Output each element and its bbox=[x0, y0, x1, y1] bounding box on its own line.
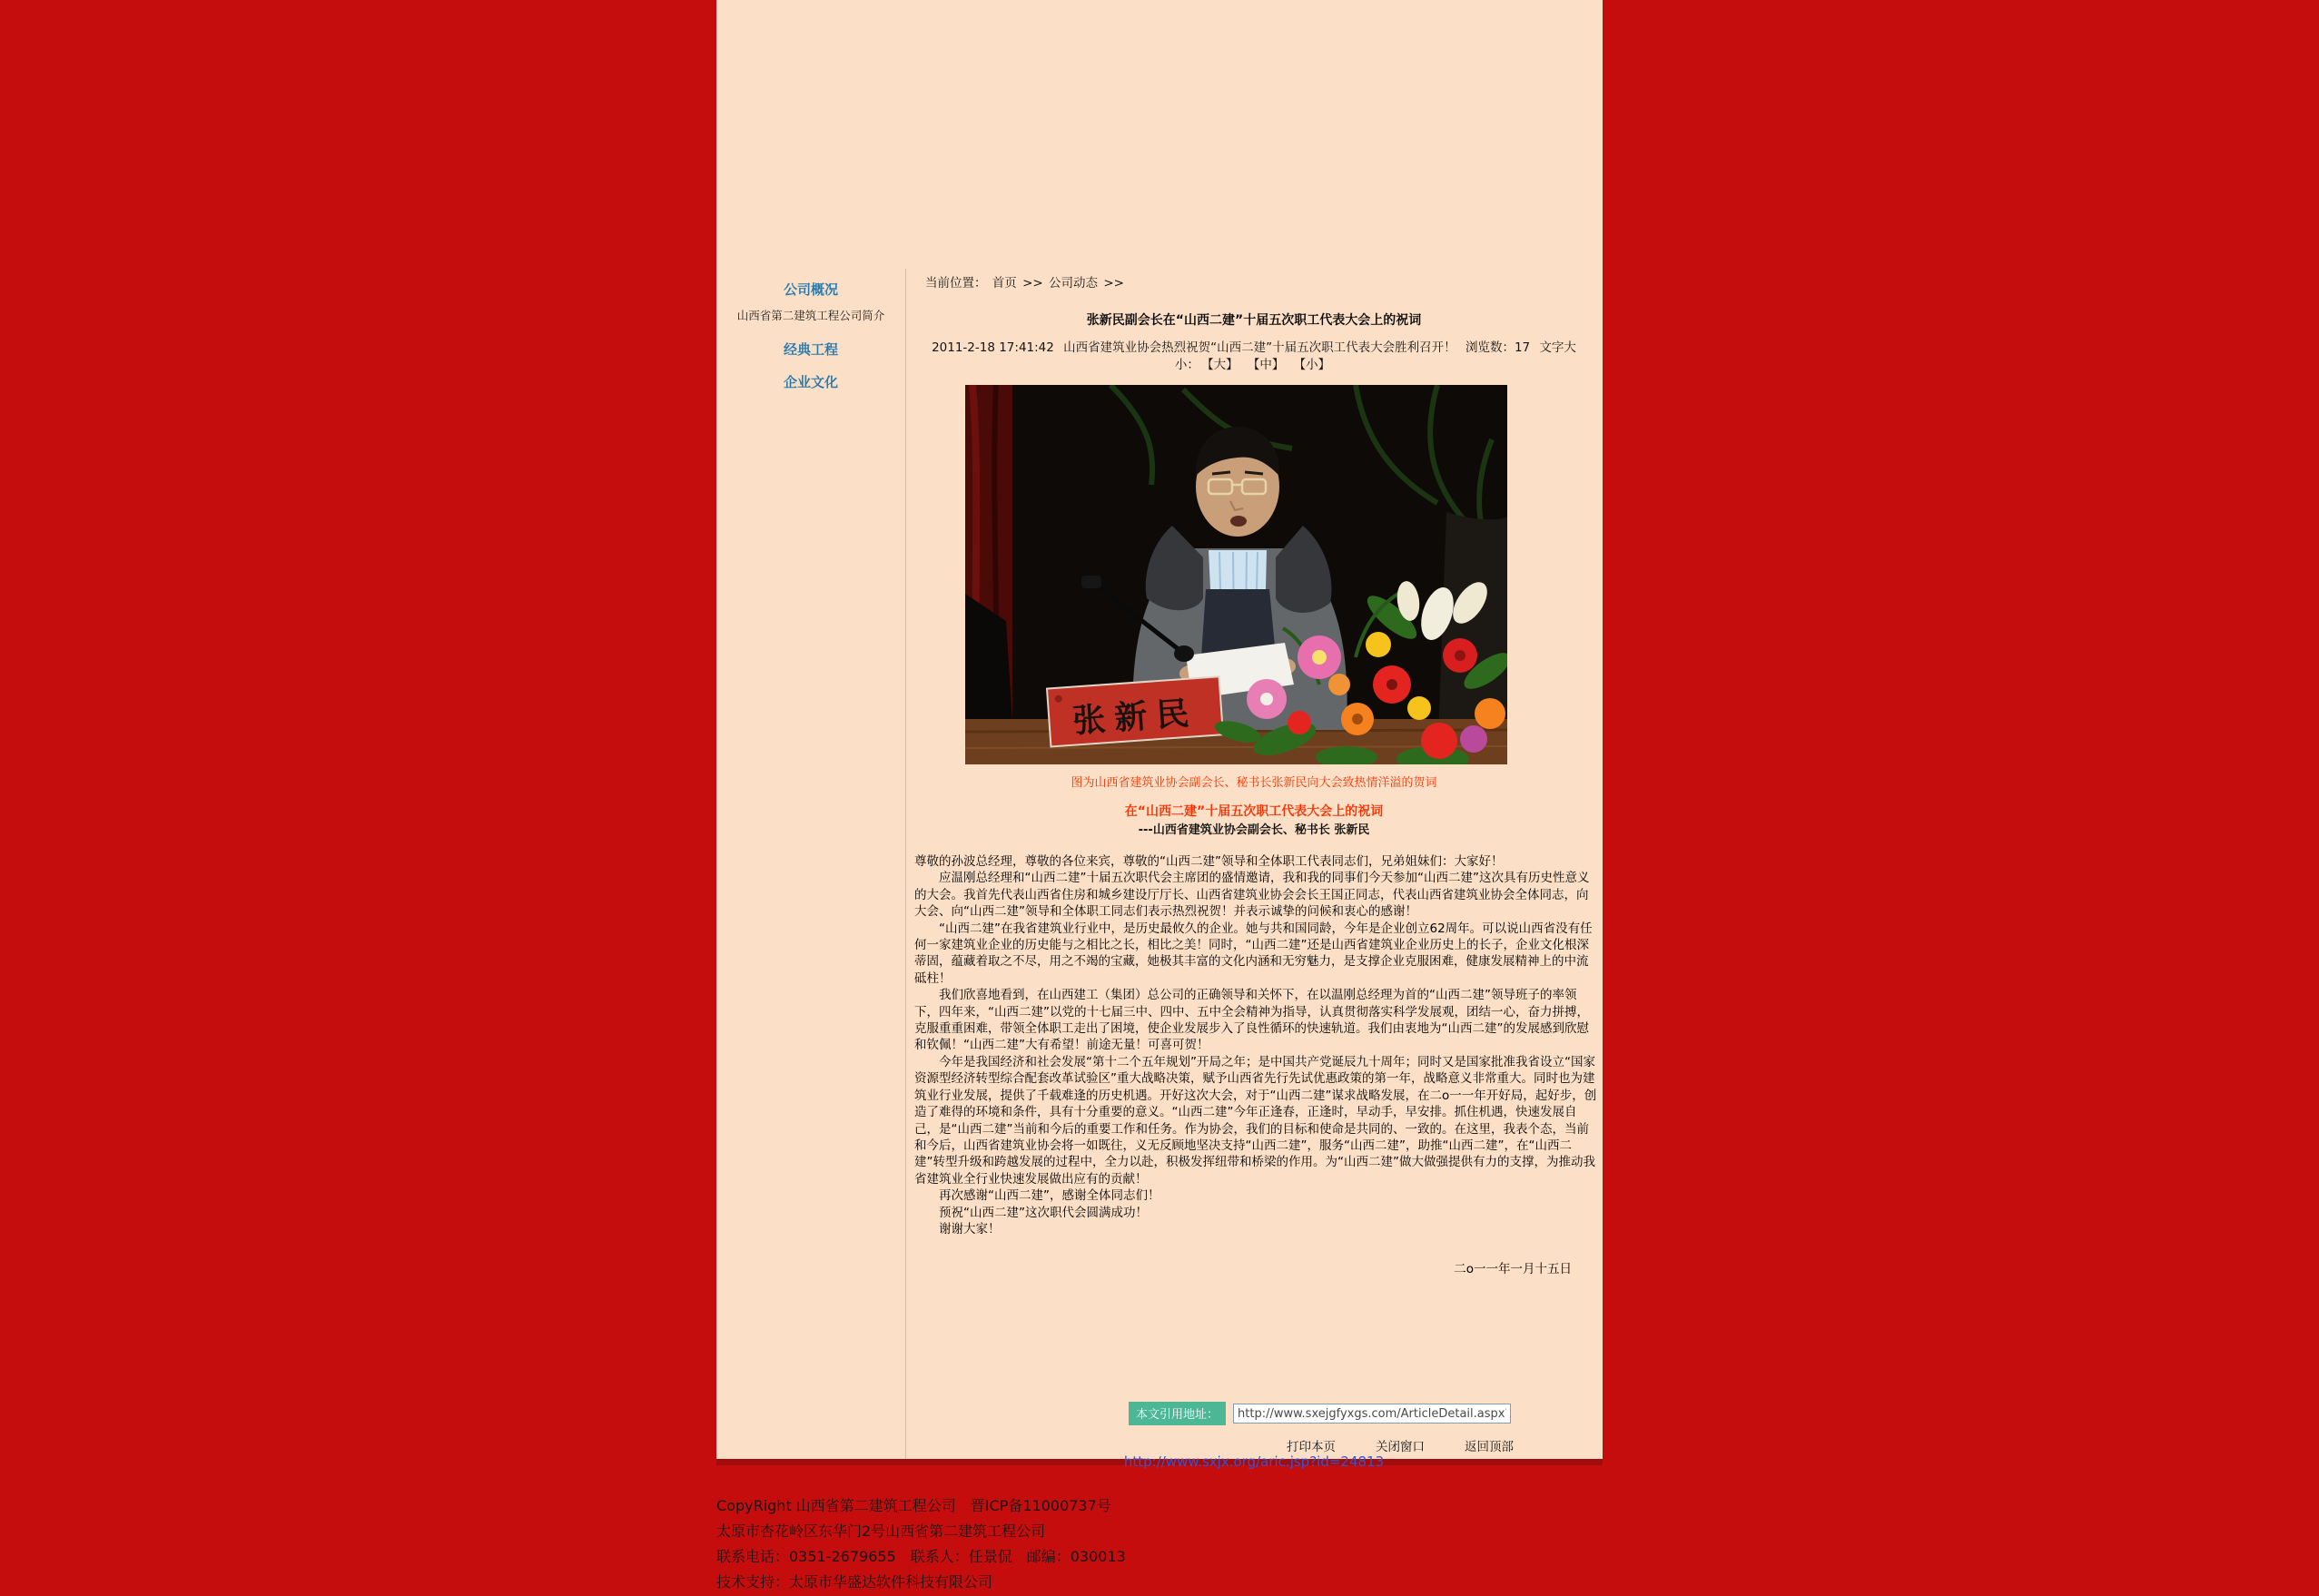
paragraph: 再次感谢“山西二建”，感谢全体同志们！ bbox=[939, 1188, 1160, 1204]
citation-label: 本文引用地址： bbox=[1129, 1402, 1226, 1425]
footer-tech-support: 技术支持：太原市华盛达软件科技有限公司 bbox=[716, 1573, 993, 1591]
paragraph: 预祝“山西二建”这次职代会圆满成功！ bbox=[939, 1205, 1148, 1220]
name-card bbox=[1047, 676, 1223, 746]
citation-row bbox=[1129, 1402, 1511, 1425]
name-card-text: 张新民 bbox=[1071, 695, 1199, 741]
views-label: 浏览数： bbox=[1465, 340, 1515, 355]
footer-contact: 联系电话：0351-2679655 联系人：任景侃 邮编：030013 bbox=[716, 1548, 1126, 1565]
breadcrumb bbox=[925, 272, 1126, 291]
paragraph: 我们欣喜地看到，在山西建工（集团）总公司的正确领导和关怀下，在以温刚总经理为首的“山西二建”领导班子的率领下，四年来，“山西二建”以党的十七届三中、四中、五中全会精神为指导，认真贯彻落实科学发展观，团结一心，奋力拼搏，克服重重困难，带领全体职工走出了困境，使企业发展步入了良性循环的快速轨道。我们由衷地为“山西二建”的发展感到欣慰和钦佩！“山西二建”大有希望！前途无量！可喜可贺！ bbox=[914, 988, 1589, 1053]
views-count: 17 bbox=[1514, 340, 1531, 355]
sidebar-divider bbox=[905, 269, 906, 1459]
paragraph: 尊敬的孙波总经理，尊敬的各位来宾，尊敬的“山西二建”领导和全体职工代表同志们，兄弟姐妹们：大家好！ bbox=[914, 854, 1504, 869]
article-body bbox=[914, 853, 1597, 1278]
breadcrumb-separator: >> bbox=[1022, 276, 1043, 291]
print-page-link[interactable]: 打印本页 bbox=[1287, 1440, 1336, 1454]
article-notice: 山西省建筑业协会热烈祝贺“山西二建”十届五次职工代表大会胜利召开！ bbox=[1063, 340, 1456, 355]
breadcrumb-section-link[interactable]: 公司动态 bbox=[1049, 276, 1099, 291]
sign-date: 二o一一年一月十五日 bbox=[1454, 1262, 1572, 1277]
speech-photo bbox=[965, 385, 1507, 764]
close-window-link[interactable]: 关闭窗口 bbox=[1376, 1440, 1425, 1454]
article-meta bbox=[923, 340, 1584, 374]
fontsize-small-button[interactable]: 【小】 bbox=[1293, 358, 1331, 372]
breadcrumb-separator-2: >> bbox=[1103, 276, 1124, 291]
fontsize-label: 文字大小： bbox=[1174, 340, 1576, 372]
paragraph: 今年是我国经济和社会发展“第十二个五年规划”开局之年；是中国共产党诞辰九十周年；同时又是国家批准我省设立“国家资源型经济转型综合配套改革试验区”重大战略决策，赋予山西省先行先试优惠政策的第一年，战略意义非常重大。同时也为建筑业行业发展，提供了千载难逢的历史机遇。开好这次大会，对于“山西二建”谋求战略发展，在二o一一年开好局，起好步，创造了难得的环境和条件，具有十分重要的意义。“山西二建”今年正逢春，正逢时，早动手，早安排。抓住机遇，快速发展自己，是“山西二建”当前和今后的重要工作和任务。作为协会，我们的目标和使命是共同的、一致的。在这里，我表个态，当前和今后，山西省建筑业协会将一如既往，义无反顾地坚决支持“山西二建”，服务“山西二建”，助推“山西二建”，在“山西二建”转型升级和跨越发展的过程中，全力以赴，积极发挥纽带和桥梁的作用。为“山西二建”做大做强提供有力的支撑，为推动我省建筑业全行业快速发展做出应有的贡献！ bbox=[914, 1054, 1597, 1187]
article-byline: ---山西省建筑业协会副会长、秘书长 张新民 bbox=[1138, 823, 1370, 837]
breadcrumb-home-link[interactable]: 首页 bbox=[992, 276, 1017, 291]
source-url-link[interactable]: http://www.sxjx.org/aric.jsp?id=24813 bbox=[1123, 1453, 1385, 1470]
citation-url-input[interactable] bbox=[1233, 1404, 1511, 1424]
article-title: 张新民副会长在“山西二建”十届五次职工代表大会上的祝词 bbox=[1086, 313, 1422, 328]
paragraph: 应温刚总经理和“山西二建”十届五次职代会主席团的盛情邀请，我和我的同事们今天参加“山西二建”这次具有历史性意义的大会。我首先代表山西省住房和城乡建设厅厅长、山西省建筑业协会会长王国正同志，代表山西省建筑业协会全体同志，向大会、向“山西二建”领导和全体职工同志们表示热烈祝贺！并表示诚挚的问候和衷心的感谢！ bbox=[914, 871, 1590, 920]
page-footer bbox=[716, 1493, 1603, 1595]
article-datetime: 2011-2-18 17:41:42 bbox=[932, 340, 1054, 355]
paragraph: 谢谢大家！ bbox=[939, 1221, 1001, 1236]
back-to-top-link[interactable]: 返回顶部 bbox=[1465, 1440, 1514, 1454]
sidebar-item-classic-projects[interactable]: 经典工程 bbox=[783, 341, 838, 358]
fontsize-medium-button[interactable]: 【中】 bbox=[1247, 358, 1285, 372]
sidebar-item-corporate-culture[interactable]: 企业文化 bbox=[783, 374, 838, 390]
sidebar-item-company-intro[interactable]: 山西省第二建筑工程公司简介 bbox=[736, 309, 885, 322]
page-actions bbox=[905, 1436, 1603, 1454]
paragraph: “山西二建”在我省建筑业行业中，是历史最攸久的企业。她与共和国同龄，今年是企业创立62周年。可以说山西省没有任何一家建筑业企业的历史能与之相比之长，相比之美！同时，“山西二建”还是山西省建筑业企业历史上的长子，企业文化根深蒂固，蕴藏着取之不尽，用之不竭的宝藏，她极其丰富的文化内涵和无穷魅力，是支撑企业克服困难，健康发展精神上的中流砥柱！ bbox=[914, 921, 1593, 986]
footer-address: 太原市杏花岭区东华门2号山西省第二建筑工程公司 bbox=[716, 1522, 1046, 1540]
article-subtitle: 在“山西二建”十届五次职工代表大会上的祝词 bbox=[1124, 804, 1384, 819]
breadcrumb-prefix: 当前位置： bbox=[925, 276, 987, 291]
fontsize-large-button[interactable]: 【大】 bbox=[1207, 358, 1238, 372]
sidebar-item-company-overview[interactable]: 公司概况 bbox=[783, 281, 838, 298]
footer-copyright: CopyRight 山西省第二建筑工程公司 晋ICP备11000737号 bbox=[716, 1497, 1111, 1514]
content-panel bbox=[716, 0, 1603, 1470]
photo-caption: 图为山西省建筑业协会副会长、秘书长张新民向大会致热情洋溢的贺词 bbox=[1071, 776, 1437, 790]
article-photo bbox=[965, 385, 1507, 764]
